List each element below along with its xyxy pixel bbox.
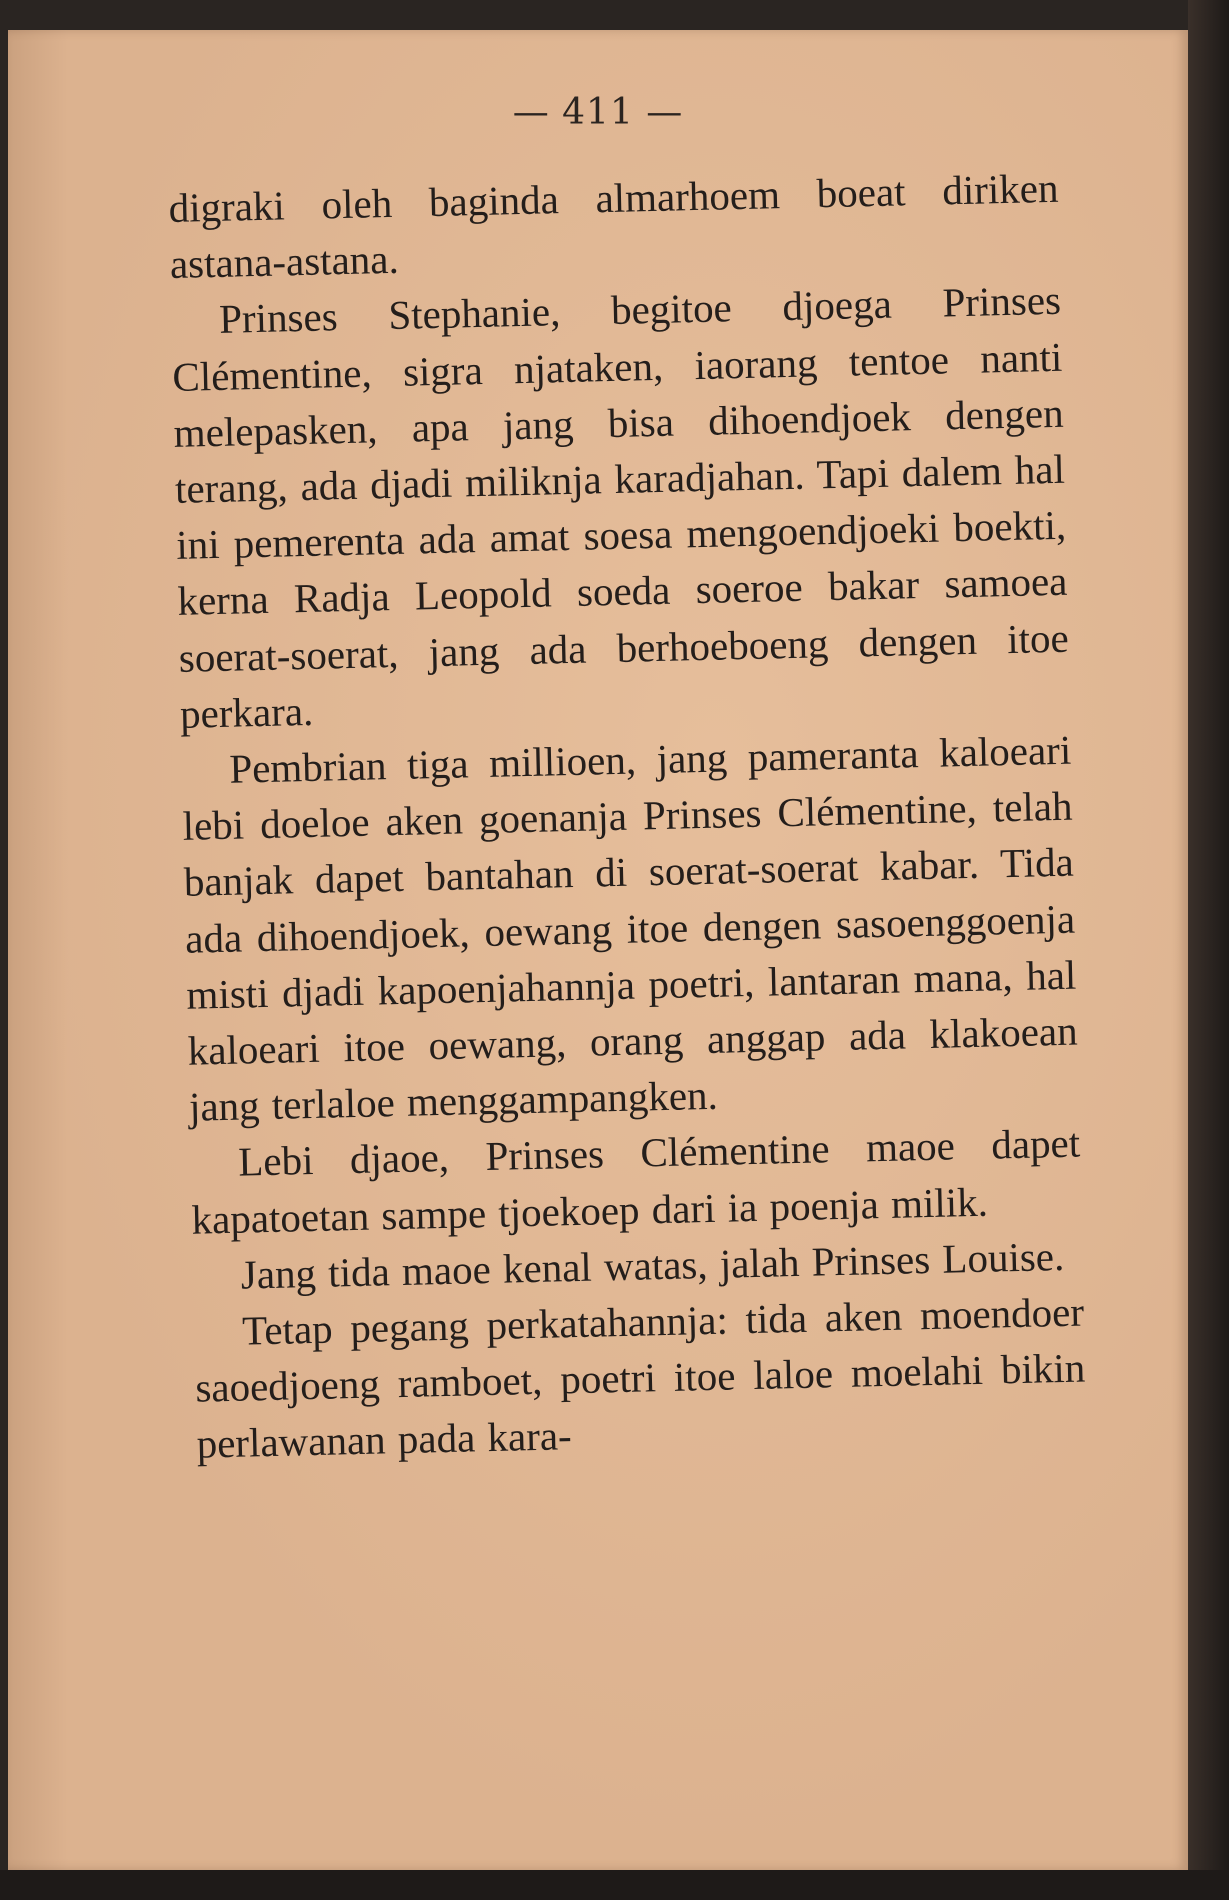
paragraph-1: digraki oleh baginda almarhoem boeat diriken astana-astana. <box>168 164 1059 288</box>
body-text <box>168 160 1087 1473</box>
paragraph-3: Pembrian tiga millioen, jang pameranta kaloeari lebi doeloe aken goenanja Prinses Clémentine, telah banjak dapet bantahan di soerat-soerat kabar. Tida ada dihoendjoek, oewang itoe dengen sasoenggoenja misti djadi kapoenjahannja poetri, lantaran mana, hal kaloeari itoe oewang, orang anggap ada klakoean jang terlaloe menggampangken. <box>182 726 1079 1131</box>
paper-sheet <box>8 30 1188 1870</box>
paragraph-5: Jang tida maoe kenal watas, jalah Prinses Louise. <box>240 1232 1065 1298</box>
scan-bottom-border <box>0 1870 1229 1900</box>
paragraph-2: Prinses Stephanie, begitoe djoega Prinses Clémentine, sigra njataken, iaorang tentoe nanti melepasken, apa jang bisa dihoendjoek dengen terang, ada djadi miliknja karadjahan. Tapi dalem hal ini pemerenta ada amat soesa mengoendjoeki boekti, kerna Radja Leopold soeda soeroe bakar samoea soerat-soerat, jang ada berhoeboeng dengen itoe perkara. <box>171 277 1070 737</box>
page-number: — 411 — <box>512 92 684 133</box>
book-edge-shadow <box>1188 0 1229 1900</box>
paragraph-6: Tetap pegang perkatahannja: tida aken moendoer saoedjoeng ramboet, poetri itoe laloe moelahi bikin perlawanan pada kara- <box>194 1288 1086 1468</box>
paragraph-4: Lebi djaoe, Prinses Clémentine maoe dapet kapatoetan sampe tjoekoep dari ia poenja milik. <box>191 1120 1081 1243</box>
